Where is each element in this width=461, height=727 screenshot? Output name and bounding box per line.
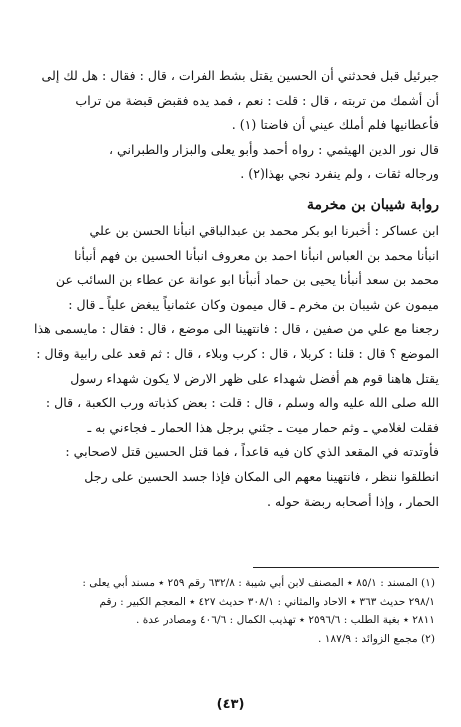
text-line: فقلت لغلامي ـ وثم حمار ميت ـ جئني برجل هذا الحمار ـ فجاءني به ـ xyxy=(87,419,439,435)
text-line: الله صلى الله عليه واله وسلم ، قال : قلت : بعض كذباته ورب الكعبة ، قال : xyxy=(45,395,439,411)
text-line: فأوتدته في المقعد الذي كان فيه قاعداً ، فما قتل الحسين قتل لاصحابي : xyxy=(65,444,439,460)
text-line: جبرئيل قبل فحدثني أن الحسين يقتل بشط الفرات ، قال : فقال : هل لك إلى xyxy=(41,68,439,83)
footnote-line: (١) المسند : ٨٥/١ ٭ المصنف لابن أبي شيبة : ٦٣٢/٨ رقم ٢٥٩ ٭ مسند أبي يعلى : xyxy=(82,577,435,589)
text-line: محمد بن سعد أنبأنا يحيى بن حماد أنبأنا ابو عوانة عن عطاء بن السائب عن xyxy=(55,272,439,288)
text-line: انبأنا محمد بن العباس انبأنا احمد بن معروف انبأنا الحسين بن فهم أنبأنا xyxy=(74,247,439,263)
footnote-divider xyxy=(253,567,439,568)
text-line: أن أشمك من تربته ، قال : قلت : نعم ، فمد يده فقبض قبضة من تراب xyxy=(75,92,439,108)
text-line: الحمار ، وإذا أصحابه ربضة حوله . xyxy=(267,493,439,509)
text-line: ميمون عن شيبان بن مخرم ـ قال ميمون وكان عثمانياً يبغض علياً ـ قال : xyxy=(68,296,439,312)
footnote-line: ٢٨١١ ٭ بغية الطلب : ٢٥٩٦/٦ ٭ تهذيب الكمال : ٤٠٦/٦ ومصادر عدة . xyxy=(136,614,435,627)
footnote-line: (٢) مجمع الزوائد : ١٨٧/٩ . xyxy=(318,632,435,645)
text-line: رجعنا مع علي من صفين ، قال : فانتهينا الى موضع ، قال : فقال : مايسمى هذا xyxy=(33,321,439,337)
page-body xyxy=(32,64,439,514)
footnote-line: ٢٩٨/١ حديث ٣٦٣ ٭ الاحاد والمثاني : ٣٠٨/١ حديث ٤٢٧ ٭ المعجم الكبير : رقم xyxy=(99,595,435,608)
text-line: الموضع ؟ قال : قلنا : كربلا ، قال : كرب وبلاء ، قال : ثم قعد على رابية وقال : xyxy=(36,345,439,361)
text-line: ورجاله ثقات ، ولم ينفرد نجي بهذا(٢) . xyxy=(240,166,439,182)
page-number: (٤٣) xyxy=(216,697,245,712)
text-line: يقتل هاهنا قوم هم أفضل شهداء على ظهر الارض لا يكون شهداء رسول xyxy=(70,370,439,386)
text-line: ابن عساكر : أخبرنا ابو بكر محمد بن عبدالباقي انبأنا الحسن بن علي xyxy=(89,222,439,238)
section-heading: روابة شيبان بن مخرمة xyxy=(307,196,439,213)
text-line: فأعطانيها فلم أملك عيني أن فاضتا (١) . xyxy=(231,117,439,133)
footnotes xyxy=(32,574,435,648)
hadith-source-line: قال نور الدين الهيثمي : رواه أحمد وأبو يعلى والبزار والطبراني ، xyxy=(108,141,439,157)
text-line: انطلقوا ننظر ، فانتهينا معهم الى المكان فإذا جسد الحسين على رجل xyxy=(84,468,439,484)
